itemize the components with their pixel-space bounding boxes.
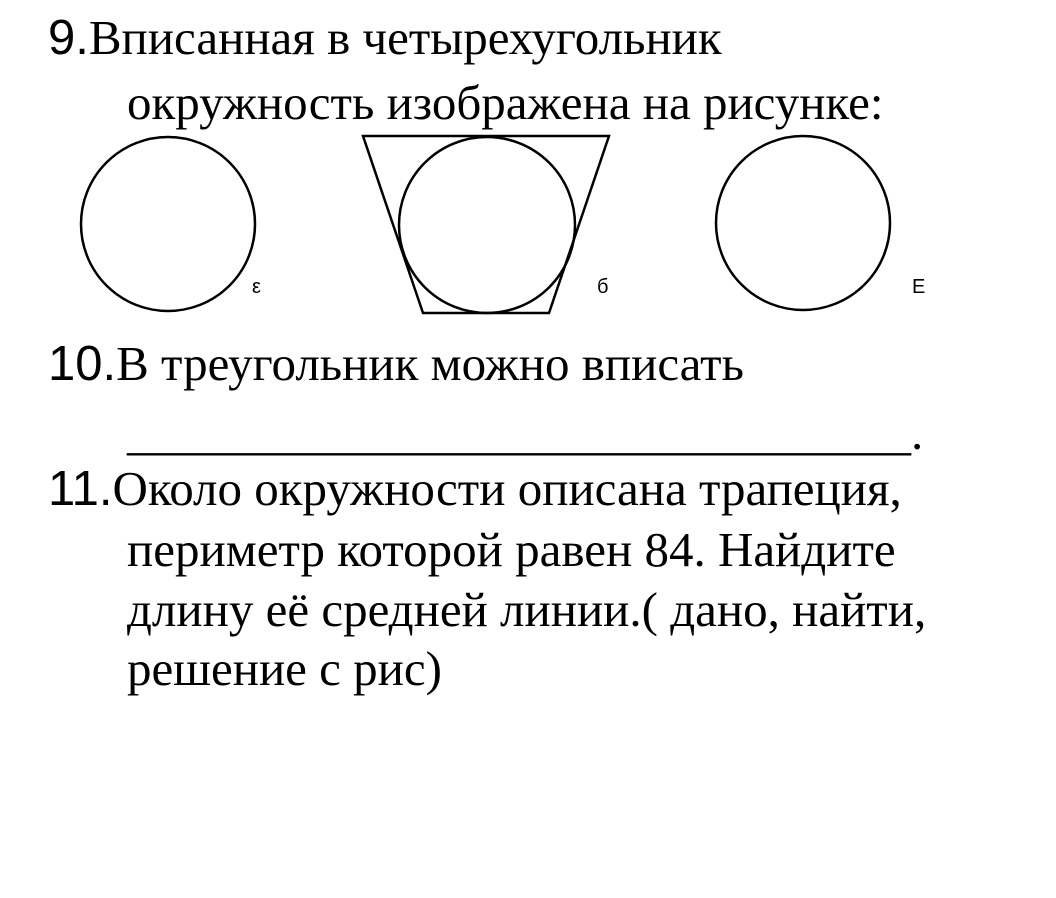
question-11-line-1 xyxy=(48,460,902,518)
question-10-line-1 xyxy=(48,335,744,393)
question-9-line-1 xyxy=(48,9,722,67)
question-10-text-1: В треугольник можно вписать xyxy=(116,336,744,391)
question-9-text-2: окружность изображена на рисунке: xyxy=(127,75,884,130)
question-11-text-3: длину её средней линии.( дано, найти, xyxy=(127,582,927,637)
question-9-text-1: Вписанная в четырехугольник xyxy=(88,10,722,65)
figure-label-2: б xyxy=(597,276,609,298)
answer-blank: ________________________________. xyxy=(127,405,924,460)
question-11-text-4: решение с рис) xyxy=(127,641,442,696)
question-10-number: 10. xyxy=(48,337,117,391)
circle-figure-1 xyxy=(81,137,255,311)
question-9-number: 9. xyxy=(48,11,89,65)
circle-figure-2 xyxy=(399,137,575,313)
figure-option-2 xyxy=(363,136,609,313)
question-11-number: 11. xyxy=(48,462,113,516)
figure-option-1 xyxy=(81,137,261,311)
figure-label-3: E xyxy=(912,276,926,298)
figure-label-1: ε xyxy=(252,276,261,298)
question-11-text-1: Около окружности описана трапеция, xyxy=(112,461,902,516)
circle-figure-3 xyxy=(716,136,890,310)
trapezoid-figure xyxy=(363,136,609,313)
figure-option-3 xyxy=(716,136,925,310)
question-11-text-2: периметр которой равен 84. Найдите xyxy=(127,522,896,577)
